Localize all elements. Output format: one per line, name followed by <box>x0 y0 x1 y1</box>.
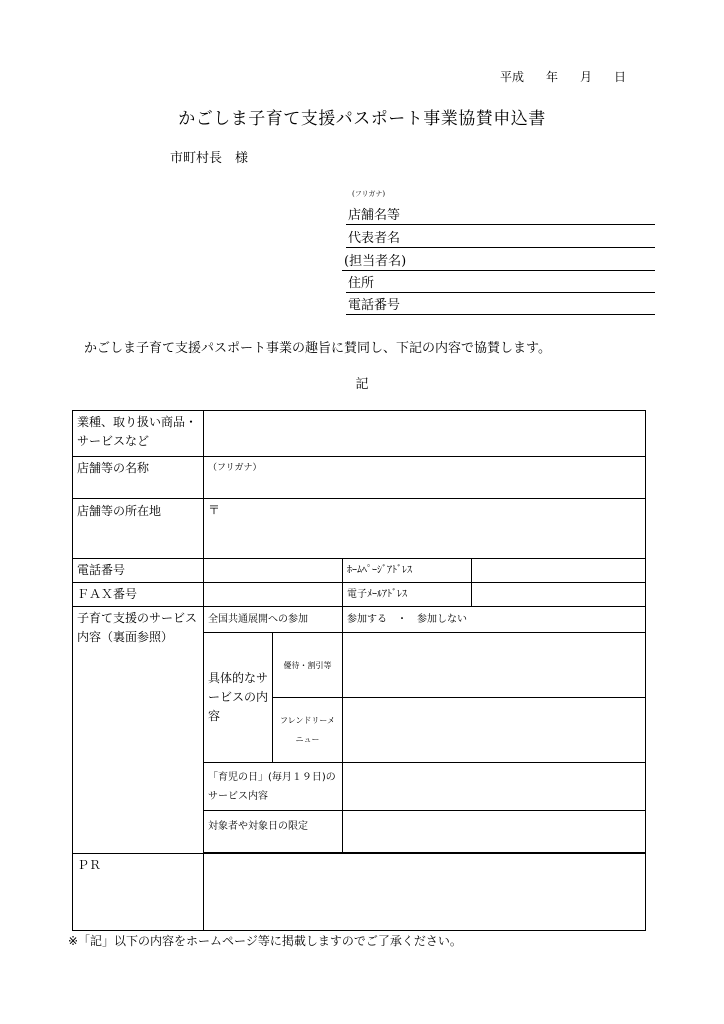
email-input[interactable] <box>472 583 646 607</box>
store-address-input[interactable] <box>204 499 646 559</box>
target-limit-input[interactable] <box>343 811 646 853</box>
email-label: 電子ﾒｰﾙｱﾄﾞﾚｽ <box>343 583 472 607</box>
store-name-input[interactable] <box>204 457 646 499</box>
month-label: 月 <box>580 70 593 84</box>
ki-mark: 記 <box>355 377 369 392</box>
ikuji-day-input[interactable] <box>343 763 646 811</box>
recipient: 市町村長 様 <box>170 151 249 166</box>
applicant-furigana: (フリガナ) <box>352 190 386 198</box>
furigana-label: （フリガナ） <box>208 463 262 473</box>
form-title: かごしま子育て支援パスポート事業協賛申込書 <box>178 109 546 129</box>
day-label: 日 <box>614 70 627 84</box>
era-label: 平成 <box>500 70 525 84</box>
homepage-input[interactable] <box>472 559 646 583</box>
business-type-label: 業種、取り扱い商品・サービスなど <box>73 411 204 457</box>
pr-input[interactable] <box>204 854 646 931</box>
business-type-input[interactable] <box>204 411 646 457</box>
fax-input[interactable] <box>204 583 343 607</box>
phone-input[interactable] <box>204 559 343 583</box>
phone-label: 電話番号 <box>73 559 204 583</box>
nationwide-label: 全国共通展開への参加 <box>204 607 343 633</box>
ikuji-day-label: 「育児の日」(毎月１９日)のサービス内容 <box>204 763 343 811</box>
representative-field[interactable]: 代表者名 <box>346 228 655 248</box>
pr-label: ＰＲ <box>73 854 204 931</box>
friendly-menu-label: フレンドリーメニュー <box>273 698 343 763</box>
statement: かごしま子育て支援パスポート事業の趣旨に賛同し、下記の内容で協賛します。 <box>84 341 551 356</box>
fax-label: ＦＡＸ番号 <box>73 583 204 607</box>
store-address-label: 店舗等の所在地 <box>73 499 204 559</box>
phone-field[interactable]: 電話番号 <box>346 295 655 315</box>
discount-label: 優待・割引等 <box>273 633 343 698</box>
contact-person-field[interactable]: (担当者名) <box>342 251 655 271</box>
participation-choice[interactable]: 参加する ・ 参加しない <box>343 607 646 633</box>
specific-service-label: 具体的なサービスの内容 <box>204 633 273 763</box>
target-limit-label: 対象者や対象日の限定 <box>204 811 343 853</box>
store-name-field[interactable]: 店舗名等 <box>346 205 655 225</box>
postal-mark: 〒 <box>208 503 221 517</box>
support-content-label: 子育て支援のサービス内容（裏面参照） <box>73 607 204 854</box>
homepage-label: ﾎｰﾑﾍﾟｰｼﾞｱﾄﾞﾚｽ <box>343 559 472 583</box>
application-table <box>72 410 646 931</box>
friendly-menu-input[interactable] <box>343 698 646 763</box>
discount-input[interactable] <box>343 633 646 698</box>
footer-note: ※「記」以下の内容をホームページ等に掲載しますのでご了承ください。 <box>68 934 462 948</box>
store-name-label: 店舗等の名称 <box>73 457 204 499</box>
year-label: 年 <box>546 70 559 84</box>
date-line <box>500 68 626 85</box>
address-field[interactable]: 住所 <box>346 273 655 293</box>
